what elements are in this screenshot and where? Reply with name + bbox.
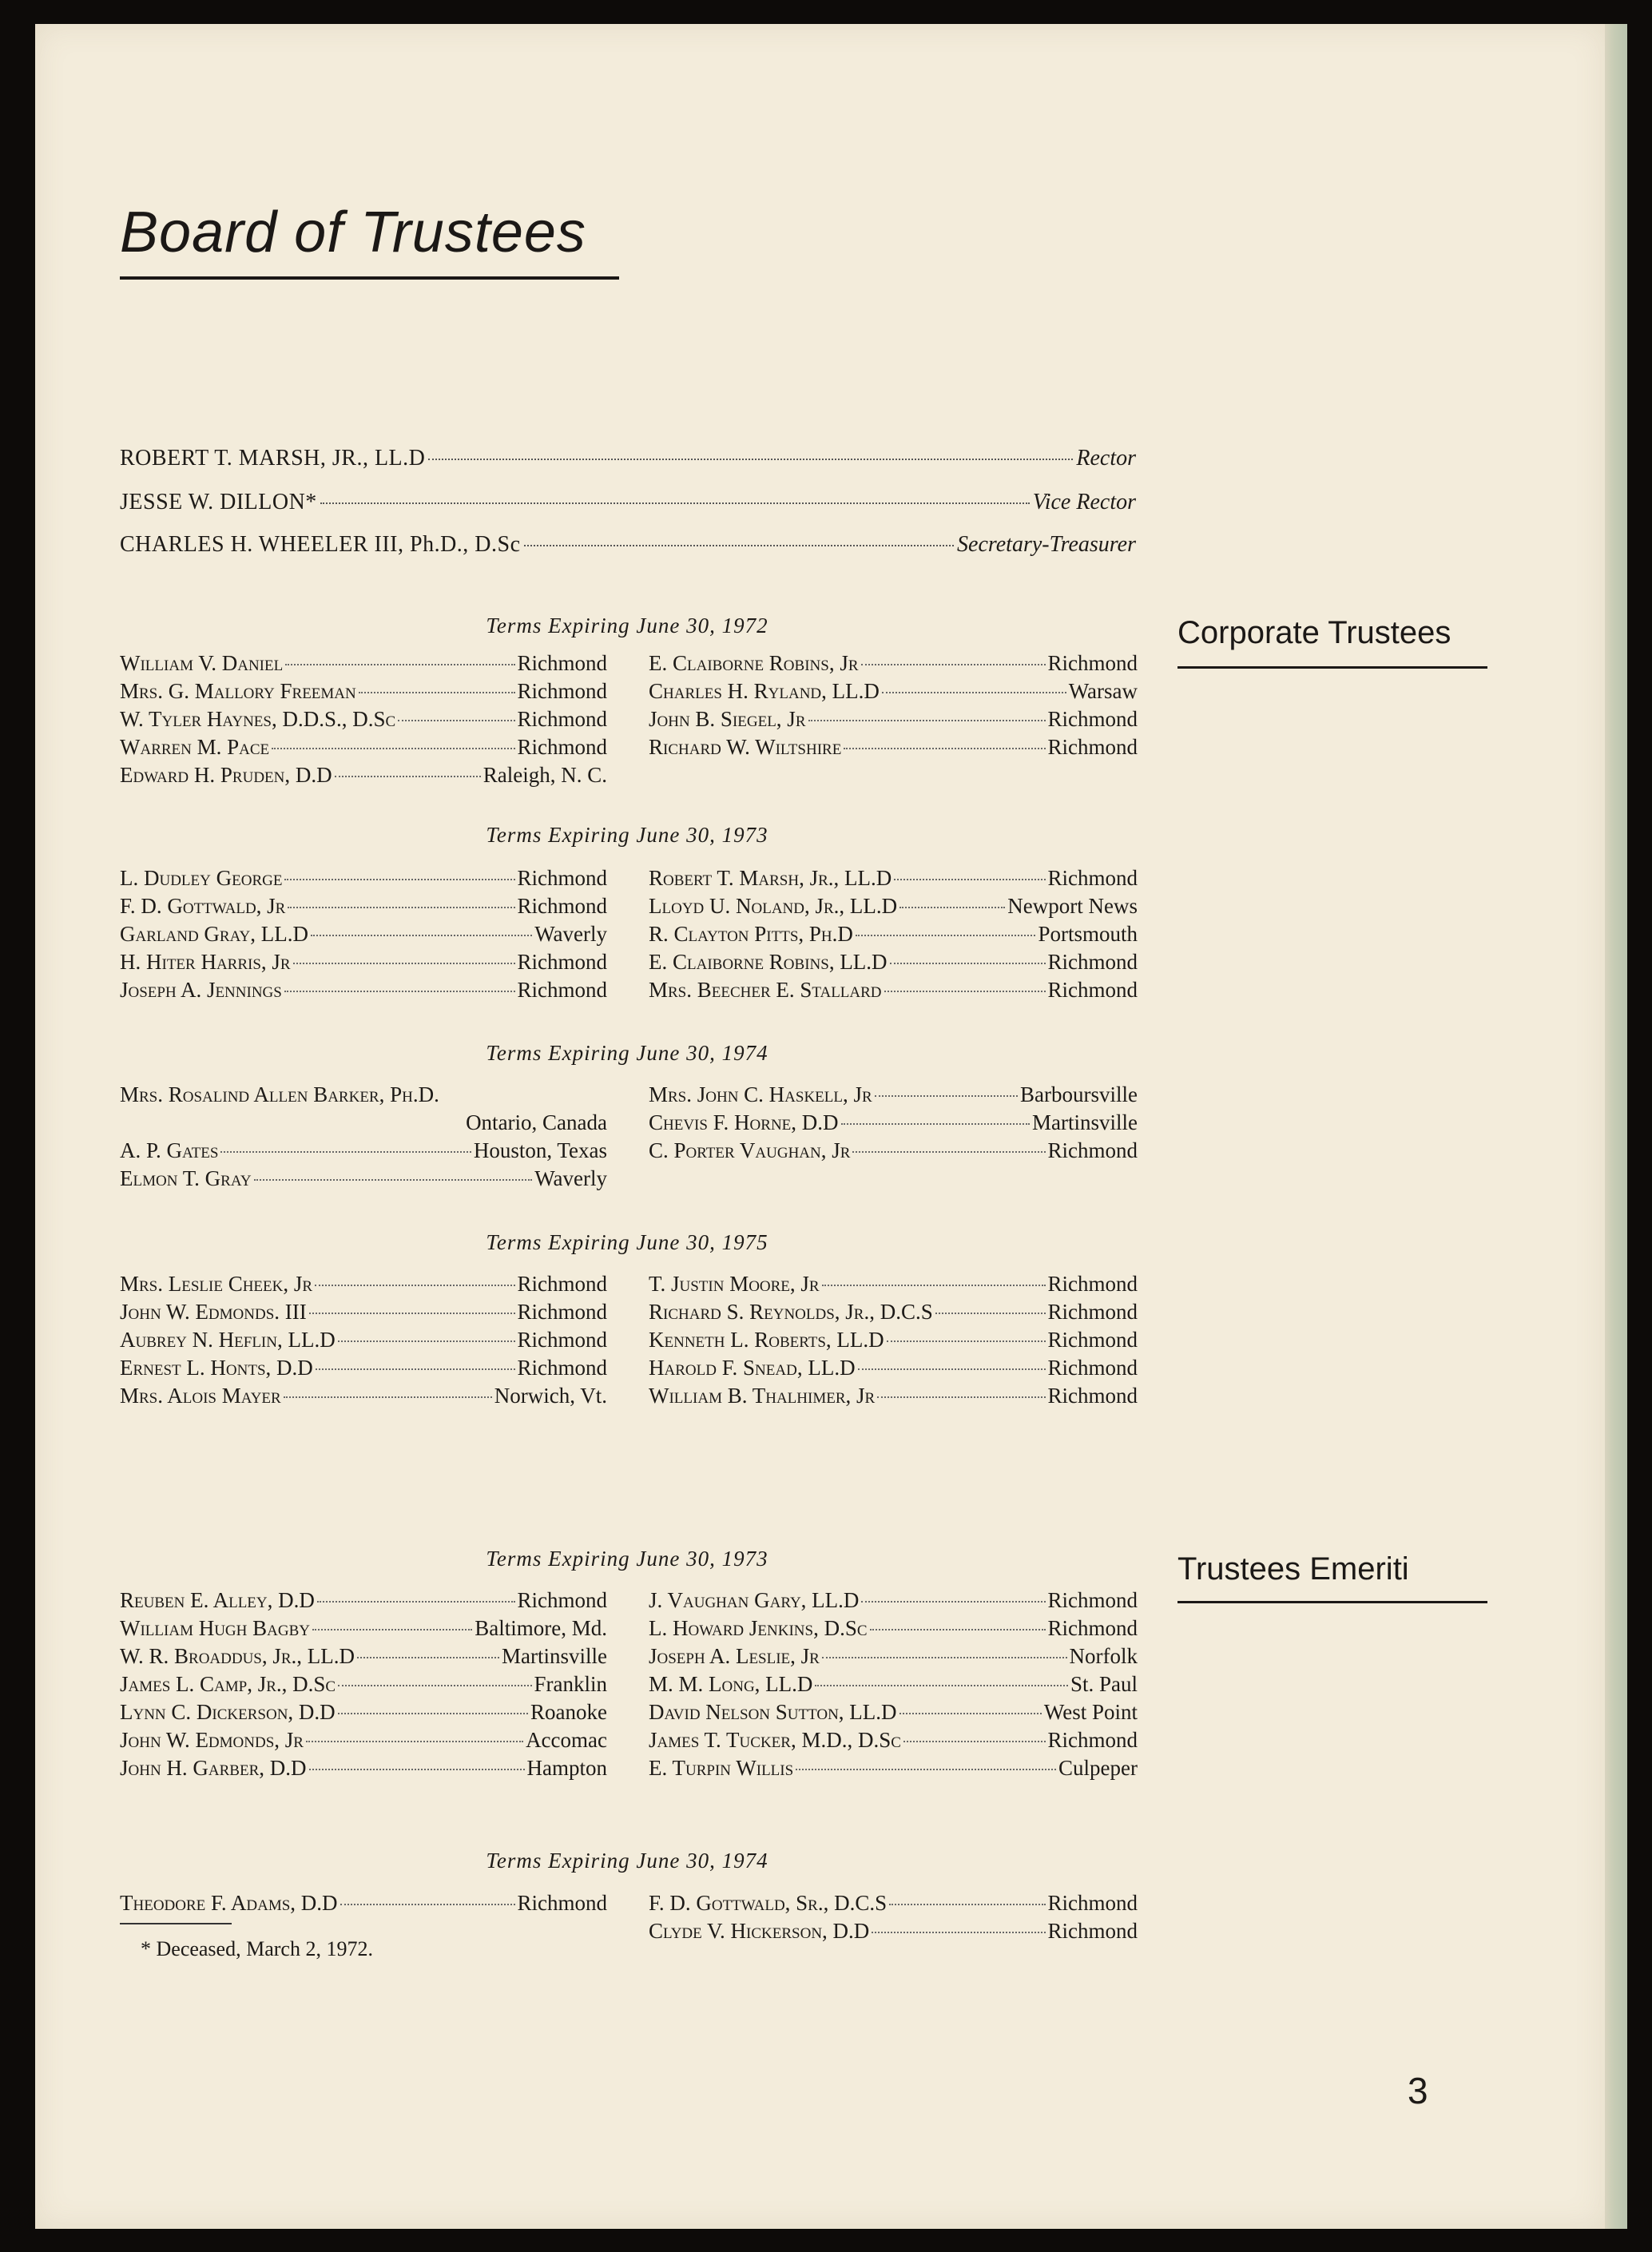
leader-dots bbox=[338, 1340, 515, 1342]
leader-dots bbox=[882, 692, 1066, 693]
trustee-location: Culpeper bbox=[1058, 1756, 1138, 1780]
trustee-name: C. Porter Vaughan, Jr bbox=[649, 1138, 851, 1162]
trustee-location: Richmond bbox=[1047, 651, 1138, 675]
trustee-name: F. D. Gottwald, Jr bbox=[120, 894, 286, 918]
leader-dots bbox=[293, 963, 515, 964]
trustee-entry bbox=[649, 1728, 1138, 1756]
trustee-location: Richmond bbox=[517, 978, 607, 1002]
leader-dots bbox=[822, 1657, 1067, 1658]
leader-dots bbox=[822, 1285, 1046, 1286]
trustee-location: Richmond bbox=[1047, 1356, 1138, 1380]
leader-dots bbox=[844, 748, 1045, 749]
trustee-entry bbox=[649, 1756, 1138, 1784]
officer-role: Secretary-Treasurer bbox=[957, 532, 1136, 557]
trustee-entry bbox=[120, 651, 607, 679]
trustee-location: Richmond bbox=[517, 735, 607, 759]
trustee-name: William B. Thalhimer, Jr bbox=[649, 1384, 876, 1408]
trustee-entry bbox=[649, 1110, 1138, 1138]
trustee-column-left bbox=[120, 1891, 607, 1919]
trustee-entry bbox=[120, 735, 607, 763]
trustee-name: T. Justin Moore, Jr bbox=[649, 1272, 820, 1296]
trustee-location: Richmond bbox=[1047, 866, 1138, 890]
trustee-location: Roanoke bbox=[530, 1700, 607, 1724]
trustee-location: Richmond bbox=[517, 1891, 607, 1915]
trustee-location: Warsaw bbox=[1068, 679, 1138, 703]
trustee-entry bbox=[120, 679, 607, 707]
leader-dots bbox=[309, 1313, 515, 1314]
trustee-name: M. M. Long, LL.D bbox=[649, 1672, 813, 1696]
trustee-location: Raleigh, N. C. bbox=[482, 763, 607, 787]
section-heading: Terms Expiring June 30, 1974 bbox=[486, 1041, 768, 1065]
trustee-entry bbox=[120, 978, 607, 1006]
trustee-entry bbox=[120, 707, 607, 735]
section-heading: Terms Expiring June 30, 1975 bbox=[486, 1230, 768, 1254]
trustee-entry bbox=[120, 1644, 607, 1672]
trustee-name: R. Clayton Pitts, Ph.D bbox=[649, 922, 853, 946]
leader-dots bbox=[335, 776, 481, 777]
leader-dots bbox=[315, 1285, 514, 1286]
trustee-name: John W. Edmonds. III bbox=[120, 1300, 307, 1324]
leader-dots bbox=[312, 1629, 472, 1630]
trustee-column-right bbox=[649, 866, 1138, 1006]
leader-dots bbox=[306, 1741, 523, 1742]
leader-dots bbox=[870, 1629, 1046, 1630]
trustee-column-left bbox=[120, 1082, 607, 1194]
leader-dots bbox=[398, 720, 514, 721]
leader-dots bbox=[889, 1904, 1045, 1905]
trustee-location: Richmond bbox=[1047, 1384, 1138, 1408]
trustee-entry bbox=[120, 1138, 607, 1166]
trustee-location: Portsmouth bbox=[1038, 922, 1138, 946]
trustee-entry bbox=[649, 1700, 1138, 1728]
trustee-entry bbox=[649, 735, 1138, 763]
trustee-name: E. Turpin Willis bbox=[649, 1756, 794, 1780]
trustee-name: Warren M. Pace bbox=[120, 735, 270, 759]
trustee-entry bbox=[120, 922, 607, 950]
trustee-name: Edward H. Pruden, D.D bbox=[120, 763, 332, 787]
trustee-entry bbox=[120, 1588, 607, 1616]
trustee-name: Elmon T. Gray bbox=[120, 1166, 252, 1190]
corporate-trustees-heading: Corporate Trustees bbox=[1177, 615, 1451, 650]
page-number: 3 bbox=[1408, 2070, 1428, 2111]
trustee-name: James T. Tucker, M.D., D.Sc bbox=[649, 1728, 901, 1752]
trustee-location: St. Paul bbox=[1070, 1672, 1138, 1696]
trustee-entry bbox=[649, 1919, 1138, 1947]
trustee-location: Richmond bbox=[517, 707, 607, 731]
trustee-entry bbox=[120, 950, 607, 978]
trustee-name: A. P. Gates bbox=[120, 1138, 219, 1162]
leader-dots bbox=[524, 545, 955, 546]
trustee-entry bbox=[649, 1672, 1138, 1700]
trustee-entry bbox=[649, 950, 1138, 978]
leader-dots bbox=[272, 748, 514, 749]
trustee-location: Ontario, Canada bbox=[466, 1110, 607, 1134]
trustee-location: Richmond bbox=[517, 866, 607, 890]
trustee-name: James L. Camp, Jr., D.Sc bbox=[120, 1672, 336, 1696]
trustee-entry bbox=[649, 679, 1138, 707]
leader-dots bbox=[317, 1601, 515, 1603]
officer-name: CHARLES H. WHEELER III, Ph.D., D.Sc bbox=[120, 532, 521, 557]
trustee-name: L. Howard Jenkins, D.Sc bbox=[649, 1616, 868, 1640]
trustee-name: William V. Daniel bbox=[120, 651, 284, 675]
trustee-entry bbox=[120, 1728, 607, 1756]
leader-dots bbox=[841, 1123, 1030, 1125]
leader-dots bbox=[316, 1368, 515, 1370]
section-heading: Terms Expiring June 30, 1974 bbox=[486, 1849, 768, 1873]
trustee-name: Mrs. Rosalind Allen Barker, Ph.D. bbox=[120, 1082, 439, 1106]
trustee-column-left bbox=[120, 651, 607, 791]
trustee-name: John H. Garber, D.D bbox=[120, 1756, 307, 1780]
trustee-entry bbox=[120, 1082, 607, 1110]
trustee-column-right bbox=[649, 651, 1138, 763]
trustee-location: Richmond bbox=[1047, 1919, 1138, 1943]
corporate-heading-rule bbox=[1177, 666, 1487, 669]
trustee-entry bbox=[120, 763, 607, 791]
leader-dots bbox=[796, 1769, 1056, 1770]
leader-dots bbox=[935, 1313, 1046, 1314]
trustee-location: Richmond bbox=[1047, 1891, 1138, 1915]
trustee-name: Richard S. Reynolds, Jr., D.C.S bbox=[649, 1300, 933, 1324]
trustees-emeriti-heading: Trustees Emeriti bbox=[1177, 1551, 1409, 1587]
trustee-entry bbox=[120, 1166, 607, 1194]
trustee-name: John W. Edmonds, Jr bbox=[120, 1728, 304, 1752]
trustee-entry bbox=[120, 866, 607, 894]
leader-dots bbox=[877, 1396, 1045, 1398]
trustee-location: Richmond bbox=[1047, 1728, 1138, 1752]
trustee-entry bbox=[649, 1616, 1138, 1644]
footnote: * Deceased, March 2, 1972. bbox=[141, 1937, 373, 1960]
trustee-location: Richmond bbox=[517, 1588, 607, 1612]
trustee-name: Joseph A. Jennings bbox=[120, 978, 282, 1002]
trustee-location: Norwich, Vt. bbox=[494, 1384, 607, 1408]
leader-dots bbox=[894, 879, 1045, 880]
leader-dots bbox=[254, 1179, 533, 1181]
leader-dots bbox=[284, 991, 515, 992]
leader-dots bbox=[808, 720, 1046, 721]
trustee-entry bbox=[649, 1356, 1138, 1384]
trustee-location: Richmond bbox=[1047, 978, 1138, 1002]
leader-dots bbox=[428, 459, 1073, 460]
trustee-entry bbox=[120, 1384, 607, 1412]
trustee-entry bbox=[120, 1700, 607, 1728]
leader-dots bbox=[338, 1713, 528, 1714]
trustee-name: Lloyd U. Noland, Jr., LL.D bbox=[649, 894, 898, 918]
trustee-entry bbox=[649, 1138, 1138, 1166]
trustee-name: J. Vaughan Gary, LL.D bbox=[649, 1588, 860, 1612]
officer-row-rector bbox=[120, 446, 1136, 481]
trustee-location: Richmond bbox=[517, 1272, 607, 1296]
trustee-name: Mrs. G. Mallory Freeman bbox=[120, 679, 356, 703]
leader-dots bbox=[899, 1713, 1042, 1714]
trustee-location: Richmond bbox=[1047, 1616, 1138, 1640]
trustee-location: Richmond bbox=[1047, 1300, 1138, 1324]
trustee-location: Accomac bbox=[526, 1728, 607, 1752]
trustee-entry bbox=[649, 978, 1138, 1006]
leader-dots bbox=[284, 879, 514, 880]
trustee-location: Richmond bbox=[517, 1328, 607, 1352]
trustee-name: Charles H. Ryland, LL.D bbox=[649, 679, 880, 703]
leader-dots bbox=[884, 991, 1046, 992]
trustee-name: W. R. Broaddus, Jr., LL.D bbox=[120, 1644, 355, 1668]
trustee-name: Aubrey N. Heflin, LL.D bbox=[120, 1328, 336, 1352]
trustee-name: F. D. Gottwald, Sr., D.C.S bbox=[649, 1891, 888, 1915]
trustee-name: William Hugh Bagby bbox=[120, 1616, 310, 1640]
trustee-entry bbox=[120, 1891, 607, 1919]
trustee-entry bbox=[649, 1082, 1138, 1110]
trustee-name: Ernest L. Honts, D.D bbox=[120, 1356, 313, 1380]
trustee-name: Theodore F. Adams, D.D bbox=[120, 1891, 338, 1915]
trustee-location: West Point bbox=[1043, 1700, 1138, 1724]
trustee-location: Richmond bbox=[517, 950, 607, 974]
trustee-entry bbox=[649, 1644, 1138, 1672]
trustee-entry bbox=[120, 1756, 607, 1784]
trustee-entry bbox=[120, 1328, 607, 1356]
trustee-location: Martinsville bbox=[1032, 1110, 1138, 1134]
trustee-location: Waverly bbox=[534, 922, 607, 946]
trustee-name: Mrs. Beecher E. Stallard bbox=[649, 978, 882, 1002]
leader-dots bbox=[861, 1601, 1045, 1603]
trustee-location: Houston, Texas bbox=[473, 1138, 607, 1162]
trustee-column-right bbox=[649, 1891, 1138, 1947]
leader-dots bbox=[815, 1685, 1068, 1686]
trustee-entry bbox=[120, 1616, 607, 1644]
trustee-column-left bbox=[120, 1272, 607, 1412]
trustee-location: Richmond bbox=[517, 679, 607, 703]
leader-dots bbox=[875, 1095, 1018, 1097]
leader-dots bbox=[852, 1151, 1045, 1153]
trustee-location: Richmond bbox=[1047, 1588, 1138, 1612]
page-title: Board of Trustees bbox=[120, 201, 586, 264]
emeriti-heading-rule bbox=[1177, 1601, 1487, 1603]
trustee-entry bbox=[120, 1300, 607, 1328]
trustee-entry bbox=[120, 1672, 607, 1700]
page-edge bbox=[1605, 24, 1627, 2229]
trustee-entry bbox=[649, 922, 1138, 950]
trustee-location: Richmond bbox=[517, 1356, 607, 1380]
trustee-entry bbox=[120, 1110, 607, 1138]
trustee-name: Joseph A. Leslie, Jr bbox=[649, 1644, 820, 1668]
trustee-entry bbox=[649, 894, 1138, 922]
officer-row-secretary-treasurer bbox=[120, 532, 1136, 567]
trustee-location: Richmond bbox=[1047, 735, 1138, 759]
trustee-entry bbox=[120, 894, 607, 922]
leader-dots bbox=[890, 963, 1046, 964]
title-underline bbox=[120, 276, 619, 280]
leader-dots bbox=[309, 1769, 525, 1770]
trustee-location: Richmond bbox=[517, 894, 607, 918]
trustee-location: Newport News bbox=[1007, 894, 1138, 918]
leader-dots bbox=[285, 664, 514, 665]
trustee-entry bbox=[649, 651, 1138, 679]
trustee-name: Harold F. Snead, LL.D bbox=[649, 1356, 856, 1380]
leader-dots bbox=[288, 907, 514, 908]
trustee-column-left bbox=[120, 1588, 607, 1784]
leader-dots bbox=[338, 1685, 531, 1686]
trustee-name: Chevis F. Horne, D.D bbox=[649, 1110, 839, 1134]
trustee-name: W. Tyler Haynes, D.D.S., D.Sc bbox=[120, 707, 396, 731]
trustee-name: Mrs. Alois Mayer bbox=[120, 1384, 281, 1408]
section-heading: Terms Expiring June 30, 1973 bbox=[486, 823, 768, 847]
trustee-entry bbox=[649, 1300, 1138, 1328]
leader-dots bbox=[359, 692, 515, 693]
leader-dots bbox=[858, 1368, 1046, 1370]
officer-row-vice-rector bbox=[120, 490, 1136, 525]
leader-dots bbox=[340, 1904, 515, 1905]
trustee-entry bbox=[649, 1588, 1138, 1616]
trustee-column-right bbox=[649, 1588, 1138, 1784]
trustee-name: L. Dudley George bbox=[120, 866, 283, 890]
trustee-location: Franklin bbox=[534, 1672, 607, 1696]
officer-name: ROBERT T. MARSH, JR., LL.D bbox=[120, 446, 426, 471]
trustee-location: Hampton bbox=[526, 1756, 607, 1780]
leader-dots bbox=[903, 1741, 1046, 1742]
leader-dots bbox=[320, 502, 1030, 504]
leader-dots bbox=[872, 1932, 1045, 1933]
trustee-location: Martinsville bbox=[502, 1644, 607, 1668]
trustee-location: Richmond bbox=[517, 651, 607, 675]
leader-dots bbox=[220, 1151, 471, 1153]
trustee-name: E. Claiborne Robins, LL.D bbox=[649, 950, 888, 974]
trustee-name: Mrs. John C. Haskell, Jr bbox=[649, 1082, 872, 1106]
trustee-location: Waverly bbox=[534, 1166, 607, 1190]
trustee-name: David Nelson Sutton, LL.D bbox=[649, 1700, 897, 1724]
officer-role: Rector bbox=[1076, 446, 1136, 471]
leader-dots bbox=[311, 935, 532, 936]
trustee-entry bbox=[649, 707, 1138, 735]
trustee-location: Richmond bbox=[1047, 707, 1138, 731]
trustee-column-right bbox=[649, 1082, 1138, 1166]
trustee-location: Richmond bbox=[517, 1300, 607, 1324]
trustee-name: Robert T. Marsh, Jr., LL.D bbox=[649, 866, 892, 890]
trustee-name: Richard W. Wiltshire bbox=[649, 735, 842, 759]
trustee-name: H. Hiter Harris, Jr bbox=[120, 950, 291, 974]
section-heading: Terms Expiring June 30, 1972 bbox=[486, 614, 768, 637]
section-heading: Terms Expiring June 30, 1973 bbox=[486, 1547, 768, 1571]
leader-dots bbox=[284, 1396, 492, 1398]
trustee-location: Richmond bbox=[1047, 1138, 1138, 1162]
trustee-entry bbox=[649, 1384, 1138, 1412]
trustee-entry bbox=[649, 1891, 1138, 1919]
leader-dots bbox=[887, 1340, 1046, 1342]
trustee-entry bbox=[649, 866, 1138, 894]
trustee-entry bbox=[649, 1328, 1138, 1356]
leader-dots bbox=[861, 664, 1046, 665]
trustee-name: John B. Siegel, Jr bbox=[649, 707, 806, 731]
officer-role: Vice Rector bbox=[1032, 490, 1136, 514]
trustee-location: Richmond bbox=[1047, 950, 1138, 974]
trustee-entry bbox=[649, 1272, 1138, 1300]
trustee-name: Mrs. Leslie Cheek, Jr bbox=[120, 1272, 313, 1296]
trustee-name: Lynn C. Dickerson, D.D bbox=[120, 1700, 336, 1724]
trustee-name: E. Claiborne Robins, Jr bbox=[649, 651, 859, 675]
trustee-location: Norfolk bbox=[1069, 1644, 1138, 1668]
trustee-name: Kenneth L. Roberts, LL.D bbox=[649, 1328, 884, 1352]
trustee-name: Garland Gray, LL.D bbox=[120, 922, 309, 946]
footnote-rule bbox=[120, 1923, 232, 1924]
leader-dots bbox=[357, 1657, 499, 1658]
trustee-location: Barboursville bbox=[1020, 1082, 1138, 1106]
officer-name: JESSE W. DILLON* bbox=[120, 490, 317, 514]
trustee-column-left bbox=[120, 866, 607, 1006]
trustee-name: Clyde V. Hickerson, D.D bbox=[649, 1919, 870, 1943]
leader-dots bbox=[899, 907, 1005, 908]
trustee-name: Reuben E. Alley, D.D bbox=[120, 1588, 315, 1612]
leader-dots bbox=[856, 935, 1036, 936]
trustee-column-right bbox=[649, 1272, 1138, 1412]
trustee-location: Richmond bbox=[1047, 1272, 1138, 1296]
trustee-location: Baltimore, Md. bbox=[475, 1616, 607, 1640]
trustee-entry bbox=[120, 1356, 607, 1384]
trustee-location: Richmond bbox=[1047, 1328, 1138, 1352]
trustee-entry bbox=[120, 1272, 607, 1300]
